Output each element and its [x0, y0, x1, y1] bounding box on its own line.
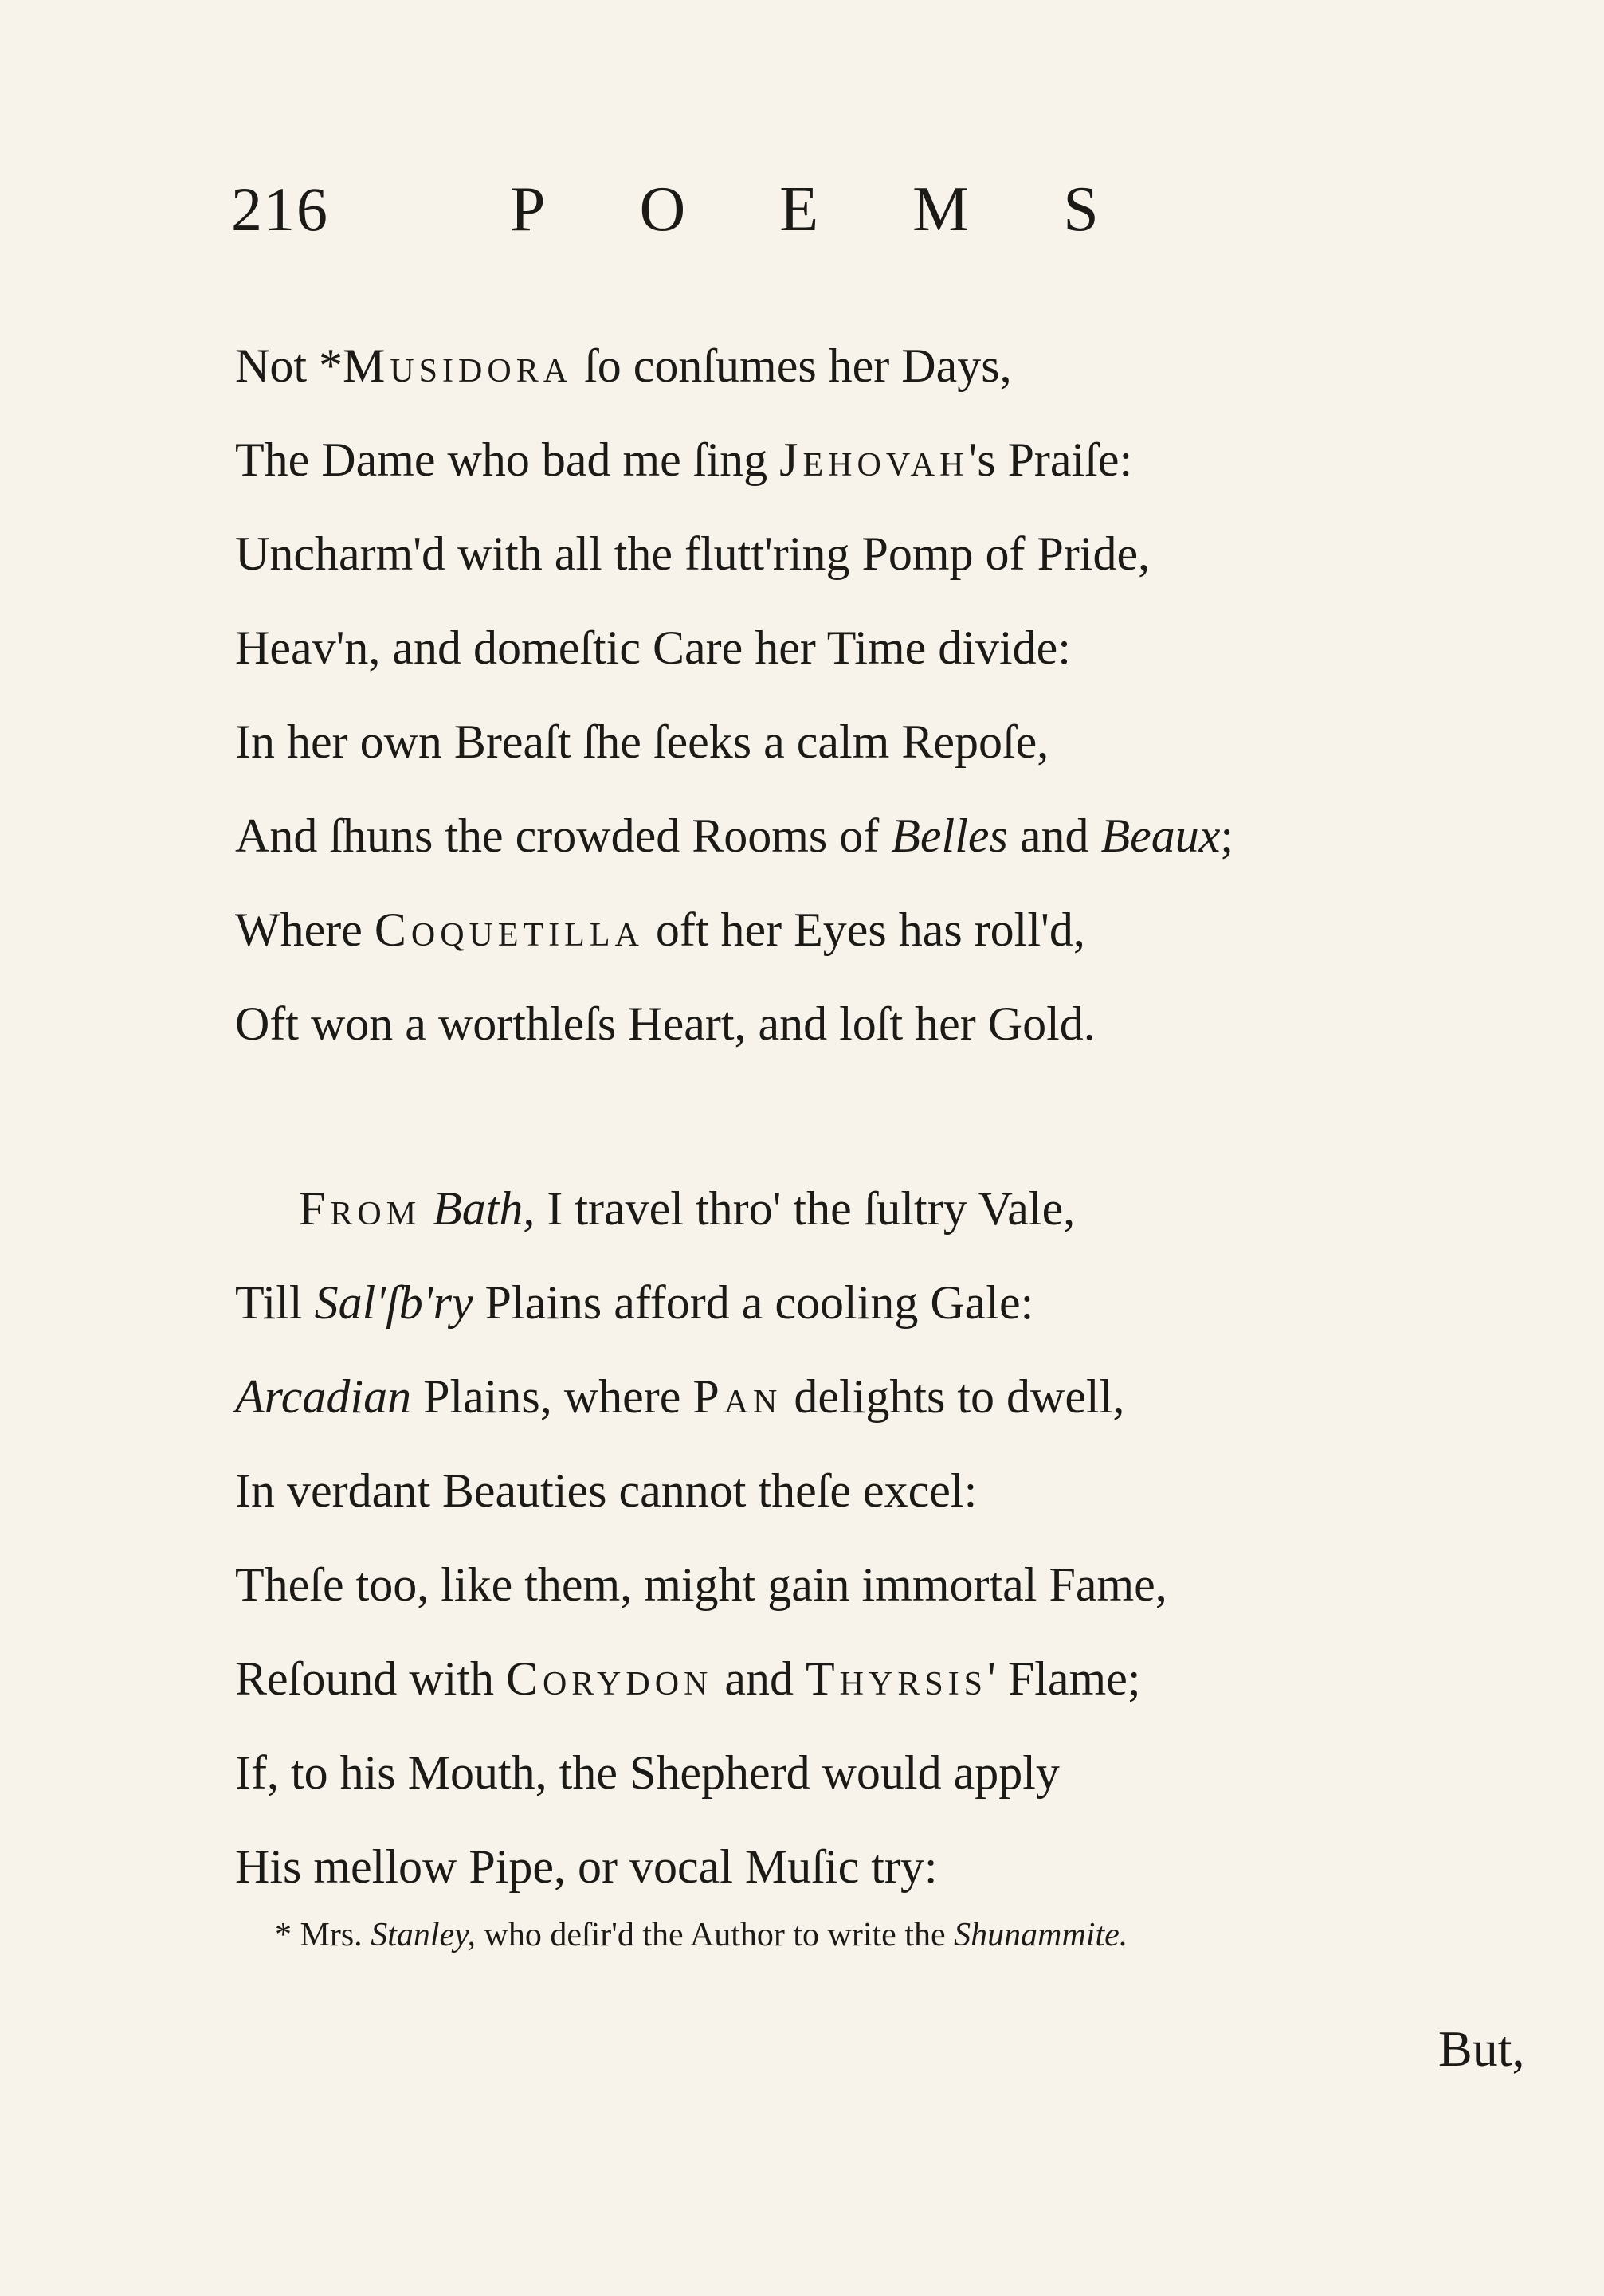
running-header: [231, 174, 1267, 261]
small-caps-name: Coquetilla: [374, 903, 644, 956]
verse-line: [235, 413, 1510, 507]
verse-line: [235, 1256, 1510, 1350]
text-segment: 's Praiſe:: [968, 433, 1133, 486]
text-segment: In her own Breaſt ſhe ſeeks a calm Repoſe,: [235, 715, 1049, 768]
italic-word: Belles: [891, 809, 1008, 862]
verse-line: [235, 1538, 1510, 1632]
text-segment: I travel thro' the ſultry Vale,: [535, 1182, 1076, 1235]
italic-word: Arcadian: [235, 1370, 412, 1423]
verse-line: [235, 883, 1510, 977]
text-segment: Uncharm'd with all the flutt'ring Pomp of Pride,: [235, 527, 1151, 580]
verse-line: [235, 1820, 1510, 1914]
small-caps-name: Jehovah: [779, 433, 969, 486]
text-segment: Till: [235, 1276, 315, 1329]
text-segment: Plains afford a cooling Gale:: [473, 1276, 1034, 1329]
text-segment: Reſound with: [235, 1652, 506, 1705]
text-segment: His mellow Pipe, or vocal Muſic try:: [235, 1840, 938, 1893]
text-segment: Not *: [235, 339, 343, 392]
text-segment: delights to dwell,: [782, 1370, 1125, 1423]
verse-line: [235, 601, 1510, 695]
catchword: But,: [1438, 2020, 1525, 2077]
verse-line: [235, 1726, 1510, 1820]
text-segment: The Dame who bad me ſing: [235, 433, 780, 486]
text-segment: Plains, where: [411, 1370, 693, 1423]
verse-line: [235, 1350, 1510, 1444]
verse-line: [235, 319, 1510, 413]
small-caps-name: Musidora: [343, 339, 573, 392]
verse-line: [235, 1444, 1510, 1538]
running-title: POEMS: [510, 174, 1193, 245]
small-caps-name: From: [299, 1182, 422, 1235]
text-segment: * Mrs.: [275, 1917, 371, 1953]
stanza-1: [235, 319, 1510, 1071]
verse-line: [235, 789, 1510, 883]
text-segment: and: [1007, 809, 1101, 862]
verse-line: [235, 507, 1510, 601]
text-segment: Heav'n, and domeſtic Care her Time divide:: [235, 621, 1071, 674]
text-segment: [421, 1182, 433, 1235]
italic-word: Stanley,: [371, 1917, 476, 1953]
verse-line: [235, 977, 1510, 1071]
small-caps-name: Thyrsis: [806, 1652, 988, 1705]
italic-word: Shunammite.: [954, 1917, 1128, 1953]
verse-line: [235, 1632, 1510, 1726]
stanza-2: [235, 1162, 1510, 1914]
text-segment: ;: [1220, 809, 1234, 862]
page-number: 216: [231, 174, 329, 244]
text-segment: oft her Eyes has roll'd,: [643, 903, 1085, 956]
italic-word: Bath,: [433, 1182, 535, 1235]
verse-line: [235, 695, 1510, 789]
text-segment: In verdant Beauties cannot theſe excel:: [235, 1464, 978, 1517]
verse-line: [235, 1162, 1510, 1256]
italic-word: Beaux: [1100, 809, 1221, 862]
text-segment: and: [712, 1652, 806, 1705]
italic-word: Sal'ſb'ry: [314, 1276, 473, 1329]
text-segment: If, to his Mouth, the Shepherd would apply: [235, 1746, 1060, 1799]
small-caps-name: Pan: [692, 1370, 782, 1423]
small-caps-name: Corydon: [506, 1652, 713, 1705]
text-segment: And ſhuns the crowded Rooms of: [235, 809, 892, 862]
text-segment: ' Flame;: [987, 1652, 1141, 1705]
text-segment: ſo conſumes her Days,: [572, 339, 1012, 392]
text-segment: Where: [235, 903, 375, 956]
text-segment: Theſe too, like them, might gain immortal Fame,: [235, 1558, 1167, 1611]
text-segment: who deſir'd the Author to write the: [476, 1917, 955, 1953]
footnote: [275, 1916, 1128, 1954]
text-segment: Oft won a worthleſs Heart, and loſt her Gold.: [235, 997, 1096, 1050]
